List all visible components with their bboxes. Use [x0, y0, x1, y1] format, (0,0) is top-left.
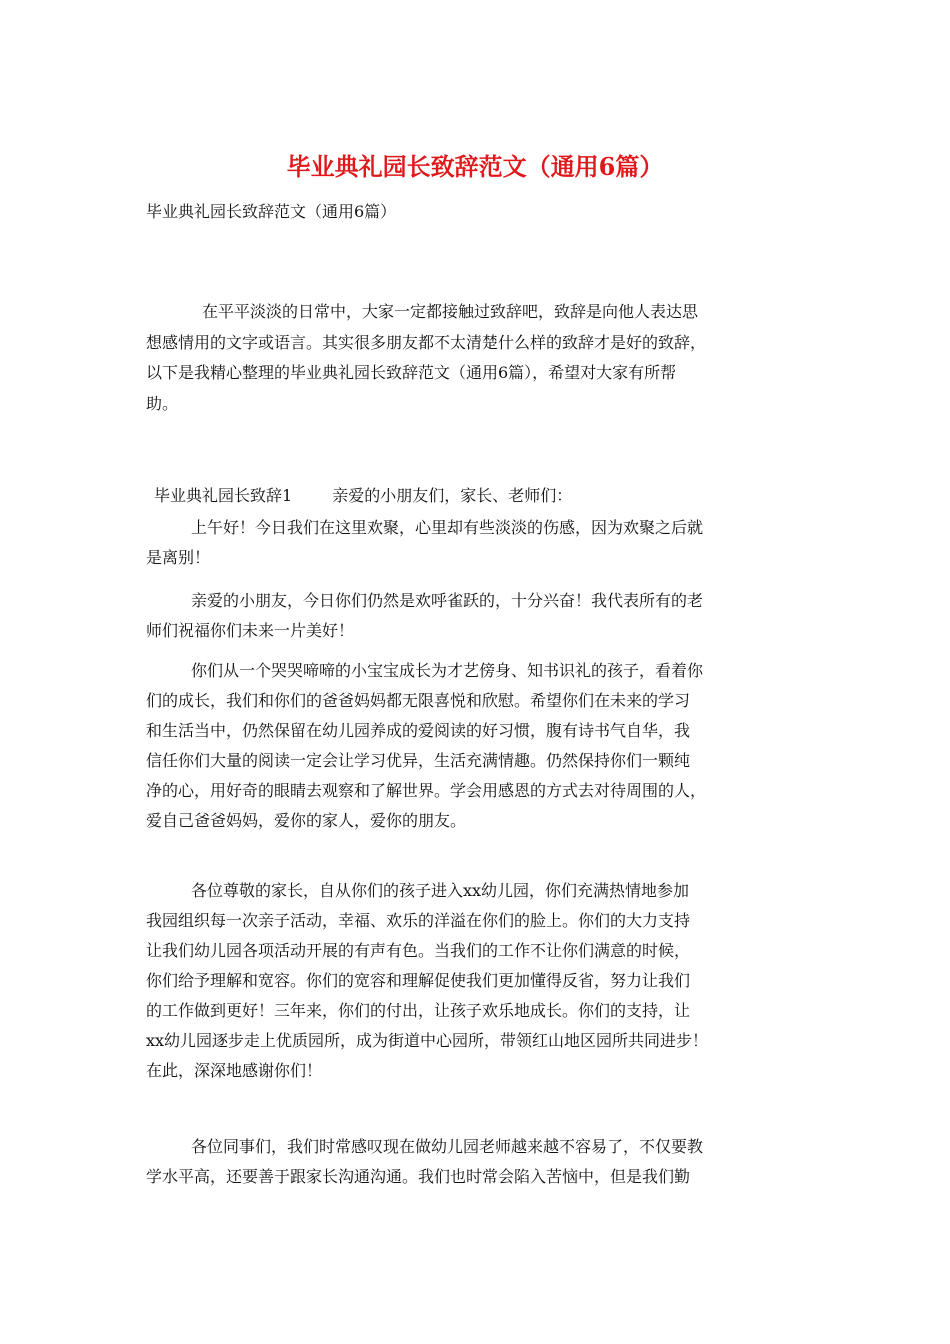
paragraph-line-text: 你们从一个哭哭啼啼的小宝宝成长为才艺傍身、知书识礼的孩子，看着你	[191, 661, 704, 680]
section-heading-row	[154, 484, 572, 508]
body-paragraph	[146, 586, 810, 646]
body-paragraph	[146, 876, 810, 1086]
salutation: 亲爱的小朋友们，家长、老师们：	[332, 486, 573, 505]
paragraph-line	[146, 876, 810, 906]
paragraph-line: 信任你们大量的阅读一定会让学习优异，生活充满情趣。仍然保持你们一颗纯	[146, 751, 691, 770]
intro-line	[146, 297, 810, 328]
paragraph-line: 和生活当中，仍然保留在幼儿园养成的爱阅读的好习惯，腹有诗书气自华，我	[146, 721, 691, 740]
paragraph-line: 净的心，用好奇的眼睛去观察和了解世界。学会用感恩的方式去对待周围的人，	[146, 781, 707, 800]
paragraph-line	[146, 1132, 810, 1162]
paragraph-line	[146, 513, 810, 543]
document-title: 毕业典礼园长致辞范文（通用6篇）	[286, 152, 664, 181]
paragraph-line	[146, 656, 810, 686]
intro-line-text: 在平平淡淡的日常中，大家一定都接触过致辞吧，致辞是向他人表达思	[202, 302, 699, 321]
intro-paragraph	[146, 297, 810, 419]
body-paragraph	[146, 656, 810, 836]
body-paragraph	[146, 513, 810, 573]
paragraph-line-text: 各位尊敬的家长，自从你们的孩子进入xx幼儿园，你们充满热情地参加	[191, 881, 690, 900]
paragraph-line: 学水平高，还要善于跟家长沟通沟通。我们也时常会陷入苦恼中，但是我们勤	[146, 1167, 691, 1186]
paragraph-line: 在此，深深地感谢你们！	[146, 1061, 323, 1080]
paragraph-line: 让我们幼儿园各项活动开展的有声有色。当我们的工作不让你们满意的时候，	[146, 941, 691, 960]
intro-line: 想感情用的文字或语言。其实很多朋友都不太清楚什么样的致辞才是好的致辞，	[146, 332, 707, 352]
paragraph-line: 们的成长，我们和你们的爸爸妈妈都无限喜悦和欣慰。希望你们在未来的学习	[146, 691, 691, 710]
paragraph-line: 师们祝福你们未来一片美好！	[146, 621, 355, 640]
paragraph-line-text: 各位同事们，我们时常感叹现在做幼儿园老师越来越不容易了，不仅要教	[191, 1137, 704, 1156]
paragraph-line	[146, 586, 810, 616]
body-paragraph	[146, 1132, 810, 1192]
paragraph-line: 你们给予理解和宽容。你们的宽容和理解促使我们更加懂得反省，努力让我们	[146, 971, 691, 990]
paragraph-line: 的工作做到更好！三年来，你们的付出，让孩子欢乐地成长。你们的支持，让	[146, 1001, 691, 1020]
paragraph-line-text: 亲爱的小朋友，今日你们仍然是欢呼雀跃的，十分兴奋！我代表所有的老	[191, 591, 704, 610]
section-heading: 毕业典礼园长致辞1	[154, 486, 293, 505]
paragraph-line-text: 上午好！今日我们在这里欢聚，心里却有些淡淡的伤感，因为欢聚之后就	[191, 518, 704, 537]
paragraph-line: xx幼儿园逐步走上优质园所，成为街道中心园所，带领红山地区园所共同进步！	[146, 1031, 709, 1050]
intro-line: 助。	[146, 393, 179, 413]
paragraph-line: 爱自己爸爸妈妈，爱你的家人，爱你的朋友。	[146, 811, 467, 830]
paragraph-line: 是离别！	[146, 548, 211, 567]
document-subtitle: 毕业典礼园长致辞范文（通用6篇）	[146, 202, 397, 221]
paragraph-line: 我园组织每一次亲子活动，幸福、欢乐的洋溢在你们的脸上。你们的大力支持	[146, 911, 691, 930]
intro-line: 以下是我精心整理的毕业典礼园长致辞范文（通用6篇），希望对大家有所帮	[146, 363, 677, 382]
